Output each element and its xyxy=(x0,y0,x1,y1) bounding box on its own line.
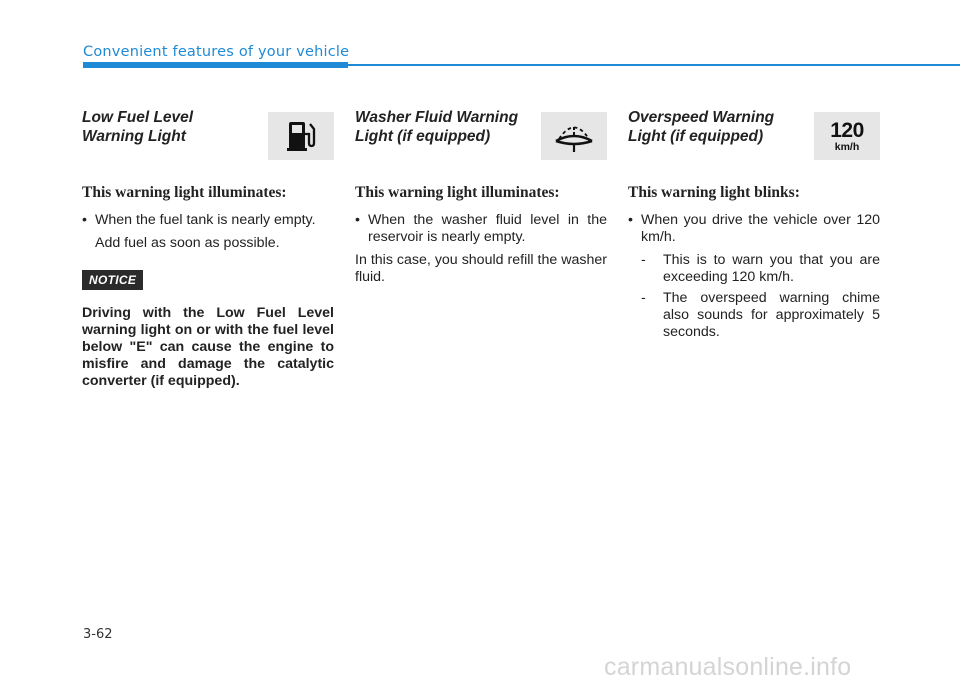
notice-badge: NOTICE xyxy=(82,270,143,290)
header-rule-accent xyxy=(83,62,348,68)
washer-fluid-icon xyxy=(541,112,607,160)
list-item: • When you drive the vehicle over 120 km/h. xyxy=(628,212,880,245)
low-fuel-section xyxy=(82,108,334,390)
overspeed-section xyxy=(628,108,880,345)
section-title: Low Fuel Level Warning Light xyxy=(82,109,194,145)
lead-text: This warning light illuminates: xyxy=(82,184,287,201)
list-item: • When the washer fluid level in the reservoir is nearly empty. xyxy=(355,212,607,245)
list-item-continuation: Add fuel as soon as possible. xyxy=(95,235,280,251)
dash-item: - This is to warn you that you are exceeding 120 km/h. xyxy=(641,252,880,285)
paragraph: In this case, you should refill the washer fluid. xyxy=(355,252,607,285)
speed-number: 120 xyxy=(830,118,864,142)
fuel-pump-icon xyxy=(268,112,334,160)
section-title: Washer Fluid Warning Light (if equipped) xyxy=(355,109,519,145)
notice-text: Driving with the Low Fuel Level warning light on or with the fuel level below "E" can cause the engine to misfire and damage the catalytic converter (if equipped). xyxy=(82,305,334,389)
washer-fluid-section xyxy=(355,108,607,286)
list-item: • When the fuel tank is nearly empty. xyxy=(82,212,316,228)
dash-item: - The overspeed warning chime also sounds for approximately 5 seconds. xyxy=(641,290,880,340)
section-title: Overspeed Warning Light (if equipped) xyxy=(628,109,775,145)
lead-text: This warning light illuminates: xyxy=(355,184,560,201)
overspeed-120-icon xyxy=(814,112,880,160)
watermark: carmanualsonline.info xyxy=(604,653,852,681)
page-number: 3-62 xyxy=(83,627,113,642)
speed-unit: km/h xyxy=(834,140,860,153)
lead-text: This warning light blinks: xyxy=(628,184,800,201)
section-header-title: Convenient features of your vehicle xyxy=(83,44,350,60)
